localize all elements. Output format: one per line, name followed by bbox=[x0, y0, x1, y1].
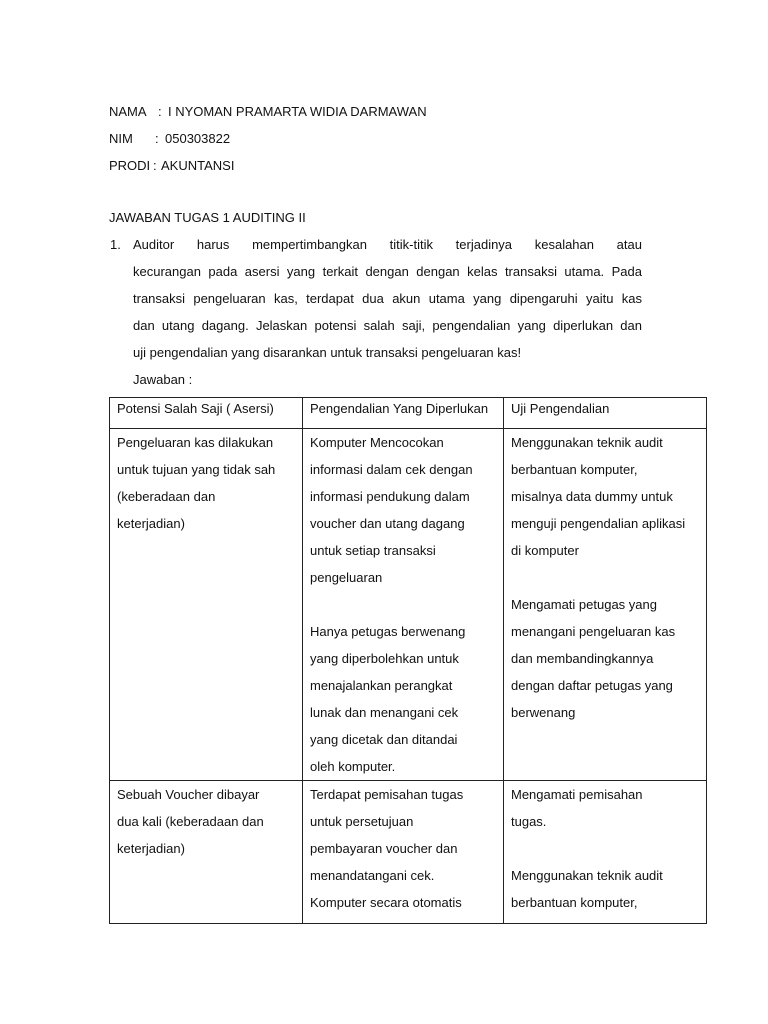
column-header-pengendalian: Pengendalian Yang Diperlukan bbox=[303, 398, 504, 429]
nim-colon: : bbox=[155, 131, 159, 146]
cell-line: yang dicetak dan ditandai bbox=[310, 732, 458, 747]
prodi-value: AKUNTANSI bbox=[161, 158, 235, 173]
name-value: I NYOMAN PRAMARTA WIDIA DARMAWAN bbox=[168, 104, 427, 119]
cell-line: untuk setiap transaksi bbox=[310, 543, 436, 558]
table-cell-uji bbox=[504, 429, 707, 781]
question-number: 1. bbox=[110, 237, 121, 252]
table-cell-uji bbox=[504, 781, 707, 924]
cell-line: keterjadian) bbox=[117, 841, 185, 856]
cell-line: menandatangani cek. bbox=[310, 868, 435, 883]
cell-line: Komputer secara otomatis bbox=[310, 895, 462, 910]
cell-line: misalnya data dummy untuk bbox=[511, 489, 673, 504]
cell-line: Komputer Mencocokan bbox=[310, 435, 444, 450]
cell-line: berbantuan komputer, bbox=[511, 462, 638, 477]
cell-line: dua kali (keberadaan dan bbox=[117, 814, 264, 829]
column-header-potensi: Potensi Salah Saji ( Asersi) bbox=[110, 398, 303, 429]
cell-line: yang diperbolehkan untuk bbox=[310, 651, 459, 666]
cell-line: menguji pengendalian aplikasi bbox=[511, 516, 686, 531]
nim-label: NIM bbox=[109, 131, 133, 146]
name-colon: : bbox=[158, 104, 162, 119]
cell-line: menangani pengeluaran kas bbox=[511, 624, 676, 639]
cell-line: Menggunakan teknik audit bbox=[511, 435, 663, 450]
cell-line: pembayaran voucher dan bbox=[310, 841, 458, 856]
paragraph-gap bbox=[310, 591, 496, 618]
prodi-label: PRODI bbox=[109, 158, 151, 173]
cell-line: oleh komputer. bbox=[310, 759, 396, 774]
answer-heading: JAWABAN TUGAS 1 AUDITING II bbox=[109, 210, 306, 225]
question-line: transaksi pengeluaran kas, terdapat dua akun utama yang dipengaruhi yaitu kas bbox=[133, 291, 642, 306]
table-cell-pengendalian bbox=[303, 781, 504, 924]
cell-line: untuk persetujuan bbox=[310, 814, 414, 829]
cell-line: untuk tujuan yang tidak sah bbox=[117, 462, 276, 477]
table-cell-pengendalian bbox=[303, 429, 504, 781]
table-row bbox=[110, 429, 707, 781]
cell-line: lunak dan menangani cek bbox=[310, 705, 459, 720]
cell-line: dan membandingkannya bbox=[511, 651, 654, 666]
question-line: Auditor harus mempertimbangkan titik-titik terjadinya kesalahan atau bbox=[133, 237, 642, 252]
cell-line: Pengeluaran kas dilakukan bbox=[117, 435, 274, 450]
nim-line bbox=[109, 131, 230, 147]
table-row bbox=[110, 781, 707, 924]
cell-line: Sebuah Voucher dibayar bbox=[117, 787, 260, 802]
cell-line: voucher dan utang dagang bbox=[310, 516, 465, 531]
cell-line: Hanya petugas berwenang bbox=[310, 624, 466, 639]
cell-line: di komputer bbox=[511, 543, 579, 558]
cell-line: informasi pendukung dalam bbox=[310, 489, 470, 504]
cell-line: berwenang bbox=[511, 705, 576, 720]
question-line: uji pengendalian yang disarankan untuk transaksi pengeluaran kas! bbox=[133, 345, 522, 360]
cell-line: Mengamati petugas yang bbox=[511, 597, 657, 612]
nim-value: 050303822 bbox=[165, 131, 231, 146]
question-line: dan utang dagang. Jelaskan potensi salah saji, pengendalian yang diperlukan dan bbox=[133, 318, 642, 333]
answer-label: Jawaban : bbox=[133, 372, 193, 387]
cell-line: dengan daftar petugas yang bbox=[511, 678, 673, 693]
column-header-uji: Uji Pengendalian bbox=[504, 398, 707, 429]
cell-line: informasi dalam cek dengan bbox=[310, 462, 473, 477]
paragraph-gap bbox=[511, 564, 699, 591]
cell-line: keterjadian) bbox=[117, 516, 185, 531]
cell-line: menajalankan perangkat bbox=[310, 678, 453, 693]
cell-line: Menggunakan teknik audit bbox=[511, 868, 663, 883]
table-cell-potensi bbox=[110, 429, 303, 781]
cell-line: pengeluaran bbox=[310, 570, 383, 585]
table-header-row bbox=[110, 398, 707, 429]
answer-table bbox=[109, 397, 707, 924]
cell-line: Terdapat pemisahan tugas bbox=[310, 787, 464, 802]
cell-line: tugas. bbox=[511, 814, 547, 829]
name-line bbox=[109, 104, 427, 120]
question-line: kecurangan pada asersi yang terkait dengan dengan kelas transaksi utama. Pada bbox=[133, 264, 642, 279]
prodi-line bbox=[109, 158, 234, 174]
paragraph-gap bbox=[511, 835, 699, 862]
table-cell-potensi bbox=[110, 781, 303, 924]
name-label: NAMA bbox=[109, 104, 147, 119]
cell-line: Mengamati pemisahan bbox=[511, 787, 643, 802]
prodi-colon: : bbox=[153, 158, 157, 173]
cell-line: berbantuan komputer, bbox=[511, 895, 638, 910]
cell-line: (keberadaan dan bbox=[117, 489, 216, 504]
